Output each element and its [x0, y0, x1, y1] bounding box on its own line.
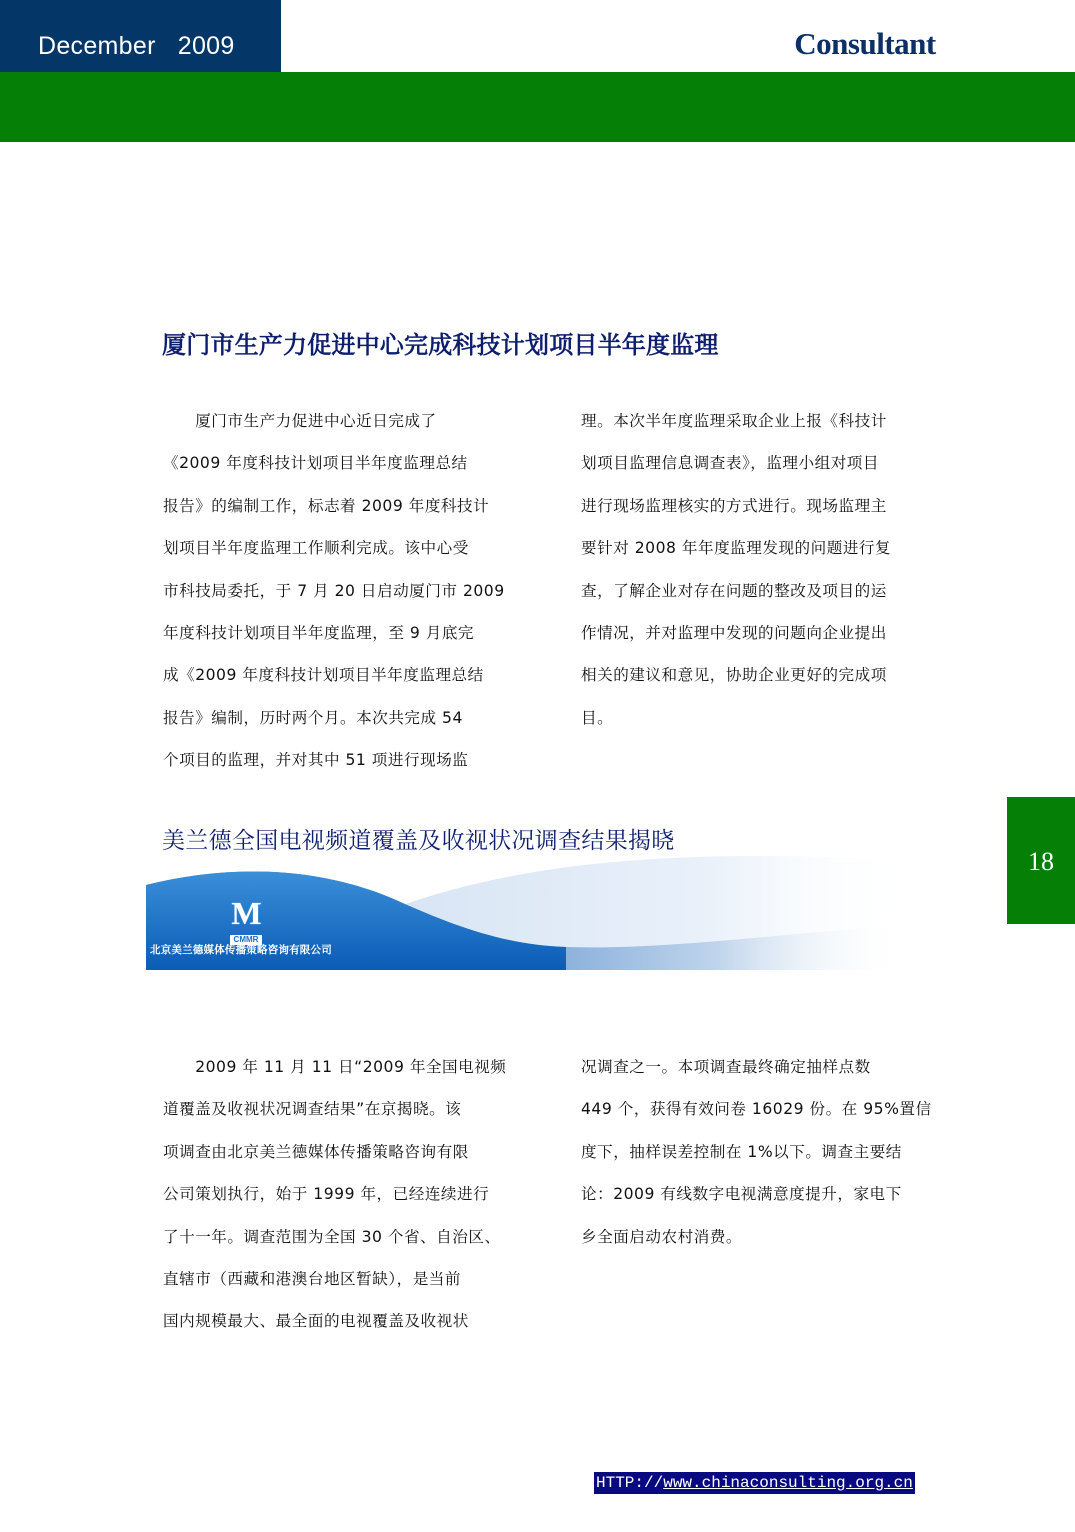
paragraph-line: 相关的建议和意见，协助企业更好的完成项	[581, 666, 887, 685]
paragraph-line: 个项目的监理，并对其中 51 项进行现场监	[163, 751, 469, 770]
paragraph-line: 理。本次半年度监理采取企业上报《科技计	[581, 412, 887, 430]
issue-date	[0, 0, 281, 72]
article2-title: 美兰德全国电视频道覆盖及收视状况调查结果揭晓	[162, 828, 675, 854]
paragraph-line: 了十一年。调查范围为全国 30 个省、自治区、	[163, 1227, 501, 1246]
paragraph-line: 公司策划执行，始于 1999 年，已经连续进行	[163, 1185, 490, 1204]
banner-company-name: 北京美兰德媒体传播策略咨询有限公司	[150, 944, 332, 956]
paragraph-line: 项调查由北京美兰德媒体传播策略咨询有限	[163, 1142, 469, 1161]
paragraph-line: 道覆盖及收视状况调查结果”在京揭晓。该	[163, 1100, 462, 1119]
article1-column-left	[163, 400, 528, 782]
paragraph-line: 国内规模最大、最全面的电视覆盖及收视状	[163, 1312, 469, 1331]
paragraph-line: 作情况，并对监理中发现的问题向企业提出	[581, 624, 887, 643]
website-link[interactable]: www.chinaconsulting.org.cn	[663, 1474, 913, 1492]
paragraph-line: 乡全面启动农村消费。	[581, 1227, 742, 1246]
header-band	[0, 72, 1075, 142]
article1-title: 厦门市生产力促进中心完成科技计划项目半年度监理	[162, 331, 719, 359]
paragraph-line: 度下，抽样误差控制在 1%以下。调查主要结	[581, 1142, 902, 1161]
issue-month: December	[38, 32, 156, 60]
article2-column-right	[581, 1046, 946, 1258]
page-number-tab: 18	[1007, 797, 1075, 924]
paragraph-line: 况调查之一。本项调查最终确定抽样点数	[581, 1058, 871, 1076]
publication-title: Consultant	[794, 26, 936, 61]
paragraph-line: 查，了解企业对存在问题的整改及项目的运	[581, 581, 887, 600]
paragraph-line: 划项目半年度监理工作顺利完成。该中心受	[163, 539, 469, 558]
paragraph-line: 年度科技计划项目半年度监理，至 9 月底完	[163, 624, 475, 643]
paragraph-line: 目。	[581, 708, 614, 727]
article1-column-right	[581, 400, 946, 739]
paragraph-line: 449 个，获得有效问卷 16029 份。在 95%置信	[581, 1100, 932, 1119]
logo-m-glyph: M	[231, 895, 261, 931]
paragraph-line: 市科技局委托，于 7 月 20 日启动厦门市 2009	[163, 581, 505, 600]
url-prefix: HTTP://	[596, 1474, 664, 1492]
paragraph-line: 2009 年 11 月 11 日“2009 年全国电视频	[163, 1058, 507, 1076]
cmmr-logo	[221, 895, 271, 946]
issue-year: 2009	[177, 32, 235, 60]
paragraph-line: 《2009 年度科技计划项目半年度监理总结	[163, 454, 468, 473]
logo-cmmr-text: CMMR	[230, 935, 263, 945]
paragraph-line: 报告》编制，历时两个月。本次共完成 54	[163, 708, 463, 727]
paragraph-line: 进行现场监理核实的方式进行。现场监理主	[581, 496, 887, 515]
paragraph-line: 要针对 2008 年年度监理发现的问题进行复	[581, 539, 892, 558]
paragraph-line: 直辖市（西藏和港澳台地区暂缺），是当前	[163, 1270, 461, 1289]
paragraph-line: 报告》的编制工作，标志着 2009 年度科技计	[163, 496, 490, 515]
paragraph-line: 划项目监理信息调查表》，监理小组对项目	[581, 454, 879, 473]
paragraph-line: 成《2009 年度科技计划项目半年度监理总结	[163, 666, 484, 685]
paragraph-line: 论：2009 有线数字电视满意度提升，家电下	[581, 1185, 902, 1204]
cmmr-banner-image	[146, 855, 906, 970]
footer-website	[594, 1472, 915, 1494]
paragraph-line: 厦门市生产力促进中心近日完成了	[163, 412, 437, 430]
article2-column-left	[163, 1046, 528, 1343]
